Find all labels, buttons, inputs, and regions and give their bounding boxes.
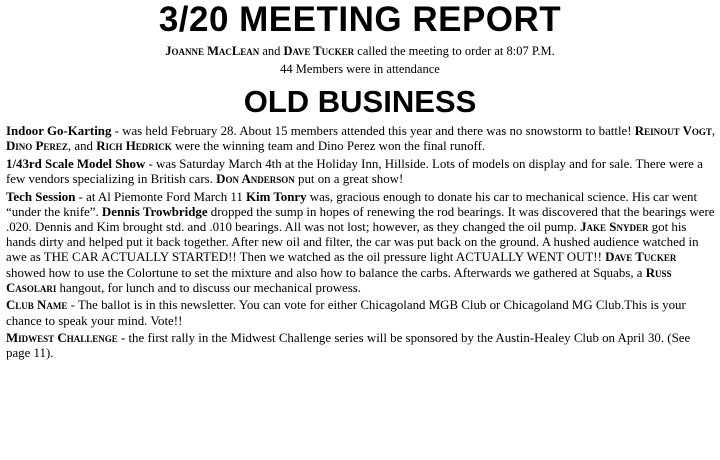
member-name: Jake Snyder [580, 220, 649, 234]
paragraph-text: was, gracious enough to donate his car to mechanical science. His car went “under the knife”. [6, 189, 698, 219]
section-heading-old-business: OLD BUSINESS [243, 84, 477, 119]
paragraph-text: , and [67, 139, 97, 154]
call-to-order-text: called the meeting to order at 8:07 P.M. [354, 44, 555, 58]
page-title: 3/20 MEETING REPORT [158, 0, 562, 39]
attendance-line: 44 Members were in attendance [280, 62, 440, 76]
member-name: Reinout Vogt [634, 124, 712, 138]
paragraph-text: - was held February 28. About 15 members attended this year and there was no snowstorm to battle! [111, 124, 635, 138]
paragraph-go-karting [6, 124, 717, 154]
paragraph-text: - the first rally in the Midwest Challenge series will be sponsored by the Austin-Healey Club on April 30. (See page 11). [6, 331, 691, 361]
member-name: Dino Perez [6, 139, 68, 154]
paragraph-midwest-challenge [6, 331, 717, 361]
member-name: Russ Casolari [6, 265, 672, 295]
member-name: Dennis Trowbridge [101, 204, 208, 219]
presiding-name-2: Dave Tucker [283, 44, 355, 58]
paragraph-text: put on a great show! [294, 172, 404, 186]
paragraph-text: - The ballot is in this newsletter. You can vote for either Chicagoland MGB Club or Chicagoland MG Club.This is your chance to speak your mind. Vote!! [6, 298, 686, 328]
paragraph-text: - at Al Piemonte Ford March 11 [75, 189, 247, 204]
paragraph-tech-session [6, 190, 717, 296]
meeting-opening-line [0, 44, 720, 59]
paragraph-text: - was Saturday March 4th at the Holiday Inn, Hillside. Lots of models on display and for sale. There were a few vendors specializing in British cars. [6, 156, 703, 186]
member-name: Don Anderson [216, 172, 295, 186]
paragraph-text: were the winning team and Dino Perez won the final runoff. [171, 139, 486, 154]
member-name: Kim Tonry [246, 189, 307, 204]
presiding-name-1: Joanne MacLean [165, 44, 260, 58]
paragraph-club-name [6, 298, 717, 328]
paragraph-text: , [711, 124, 716, 138]
article-body [6, 124, 717, 364]
topic-label: Midwest Challenge [6, 331, 118, 346]
paragraph-model-show [6, 157, 717, 187]
topic-label: 1/43rd Scale Model Show [6, 156, 146, 171]
topic-label: Club Name [6, 298, 68, 313]
paragraph-text: hangout, for lunch and to discuss our mechanical prowess. [56, 280, 361, 295]
member-name: Rich Hedrick [96, 139, 172, 154]
topic-label: Tech Session [6, 189, 76, 204]
topic-label: Indoor Go-Karting [6, 124, 112, 138]
paragraph-text: dropped the sump in hopes of renewing the rod bearings. It was discovered that the bearings were .020. Dennis and Kim brought std. and .010 bearings. All was not lost; however, as they changed the oil pump. [6, 204, 715, 234]
paragraph-text: got his hands dirty and helped put it back together. After new oil and filter, the car was put back on the ground. A hushed audience watched in awe as THE CAR ACTUALLY STARTED!! Then we watched as the oil pressure light ACTUALLY WENT OUT!! [6, 220, 699, 265]
paragraph-text: showed how to use the Colortune to set the mixture and also how to balance the carbs. Afterwards we gathered at Squabs, a [6, 265, 646, 280]
member-name: Dave Tucker [605, 250, 677, 265]
and-text: and [259, 44, 284, 58]
